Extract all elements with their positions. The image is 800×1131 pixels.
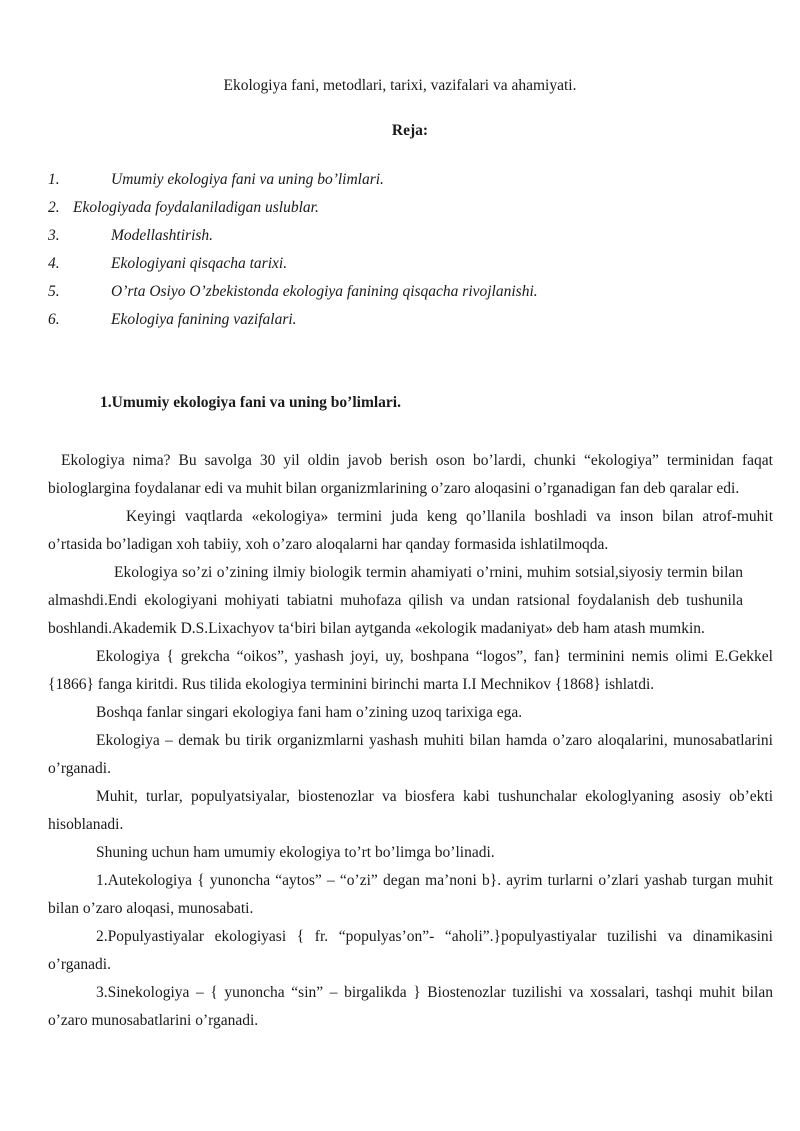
paragraph: 3.Sinekologiya – { yunoncha “sin” – birgalikda } Biostenozlar tuzilishi va xossalari, tashqi muhit bilan o’zaro munosabatlarini o’rganadi.	[48, 984, 773, 1029]
plan-item	[48, 253, 768, 281]
body-text	[48, 447, 773, 1035]
plan-item-number: 1.	[48, 171, 60, 188]
paragraph: 2.Populyastiyalar ekologiyasi { fr. “populyas’on”- “aholi”.}populyastiyalar tuzilishi va dinamikasini o’rganadi.	[48, 928, 773, 973]
plan-item	[48, 197, 768, 225]
plan-item-number: 4.	[48, 255, 60, 272]
plan-item	[48, 169, 768, 197]
plan-list	[48, 169, 768, 337]
plan-item-number: 3.	[48, 227, 60, 244]
plan-item-text: Ekologiyani qisqacha tarixi.	[111, 255, 288, 272]
plan-item	[48, 309, 768, 337]
plan-item	[48, 225, 768, 253]
paragraph: Muhit, turlar, populyatsiyalar, biostenozlar va biosfera kabi tushunchalar ekologlyaning asosiy ob’ekti hisoblanadi.	[48, 788, 773, 833]
plan-item-text: Ekologiya fanining vazifalari.	[111, 311, 297, 328]
paragraph: Ekologiya so’zi o’zining ilmiy biologik termin ahamiyati o’rnini, muhim sotsial,siyosiy termin bilan almashdi.Endi ekologiyani mohiyati tabiatni muhofaza qilish va undan ratsional foydalanish deb tushunila boshlandi.Akademik D.S.Lixachyov ta‘biri bilan aytganda «ekologik madaniyat» deb ham atash mumkin.	[48, 564, 743, 637]
plan-item	[48, 281, 768, 309]
plan-item-text: O’rta Osiyo O’zbekistonda ekologiya fanining qisqacha rivojlanishi.	[111, 283, 538, 300]
plan-item-text: Umumiy ekologiya fani va uning bo’limlari.	[111, 171, 384, 188]
paragraph: Boshqa fanlar singari ekologiya fani ham o’zining uzoq tarixiga ega.	[96, 704, 523, 721]
paragraph: 1.Autekologiya { yunoncha “aytos” – “o’zi” degan ma’noni b}. ayrim turlarni o’zlari yashab turgan muhit bilan o’zaro aloqasi, munosabati.	[48, 872, 773, 917]
paragraph: Keyingi vaqtlarda «ekologiya» termini juda keng qo’llanila boshladi va inson bilan atrof-muhit o’rtasida bo’ladigan xoh tabiiy, xoh o’zaro aloqalarni har qanday formasida ishlatilmoqda.	[48, 508, 773, 553]
paragraph: Shuning uchun ham umumiy ekologiya to’rt bo’limga bo’linadi.	[96, 844, 495, 861]
plan-item-text: Ekologiyada foydalaniladigan uslublar.	[73, 199, 319, 216]
paragraph: Ekologiya – demak bu tirik organizmlarni yashash muhiti bilan hamda o’zaro aloqalarini, munosabatlarini o’rganadi.	[48, 732, 773, 777]
plan-item-text: Modellashtirish.	[111, 227, 214, 244]
plan-item-number: 6.	[48, 311, 60, 328]
paragraph: Ekologiya nima? Bu savolga 30 yil oldin javob berish oson bo’lardi, chunki “ekologiya” terminidan faqat biologlargina foydalanar edi va muhit bilan organizmlarining o’zaro aloqasini o’rganadigan fan deb qaralar edi.	[48, 452, 773, 497]
plan-heading: Reja:	[391, 122, 429, 139]
section-heading: 1.Umumiy ekologiya fani va uning bo’limlari.	[100, 394, 401, 411]
plan-item-number: 5.	[48, 283, 60, 300]
paragraph: Ekologiya { grekcha “oikos”, yashash joyi, uy, boshpana “logos”, fan} terminini nemis olimi E.Gekkel {1866} fanga kiritdi. Rus tilida ekologiya terminini birinchi marta I.I Mechnikov {1868} ishlatdi.	[48, 648, 773, 693]
plan-item-number: 2.	[48, 199, 60, 216]
document-title: Ekologiya fani, metodlari, tarixi, vazifalari va ahamiyati.	[223, 77, 577, 94]
